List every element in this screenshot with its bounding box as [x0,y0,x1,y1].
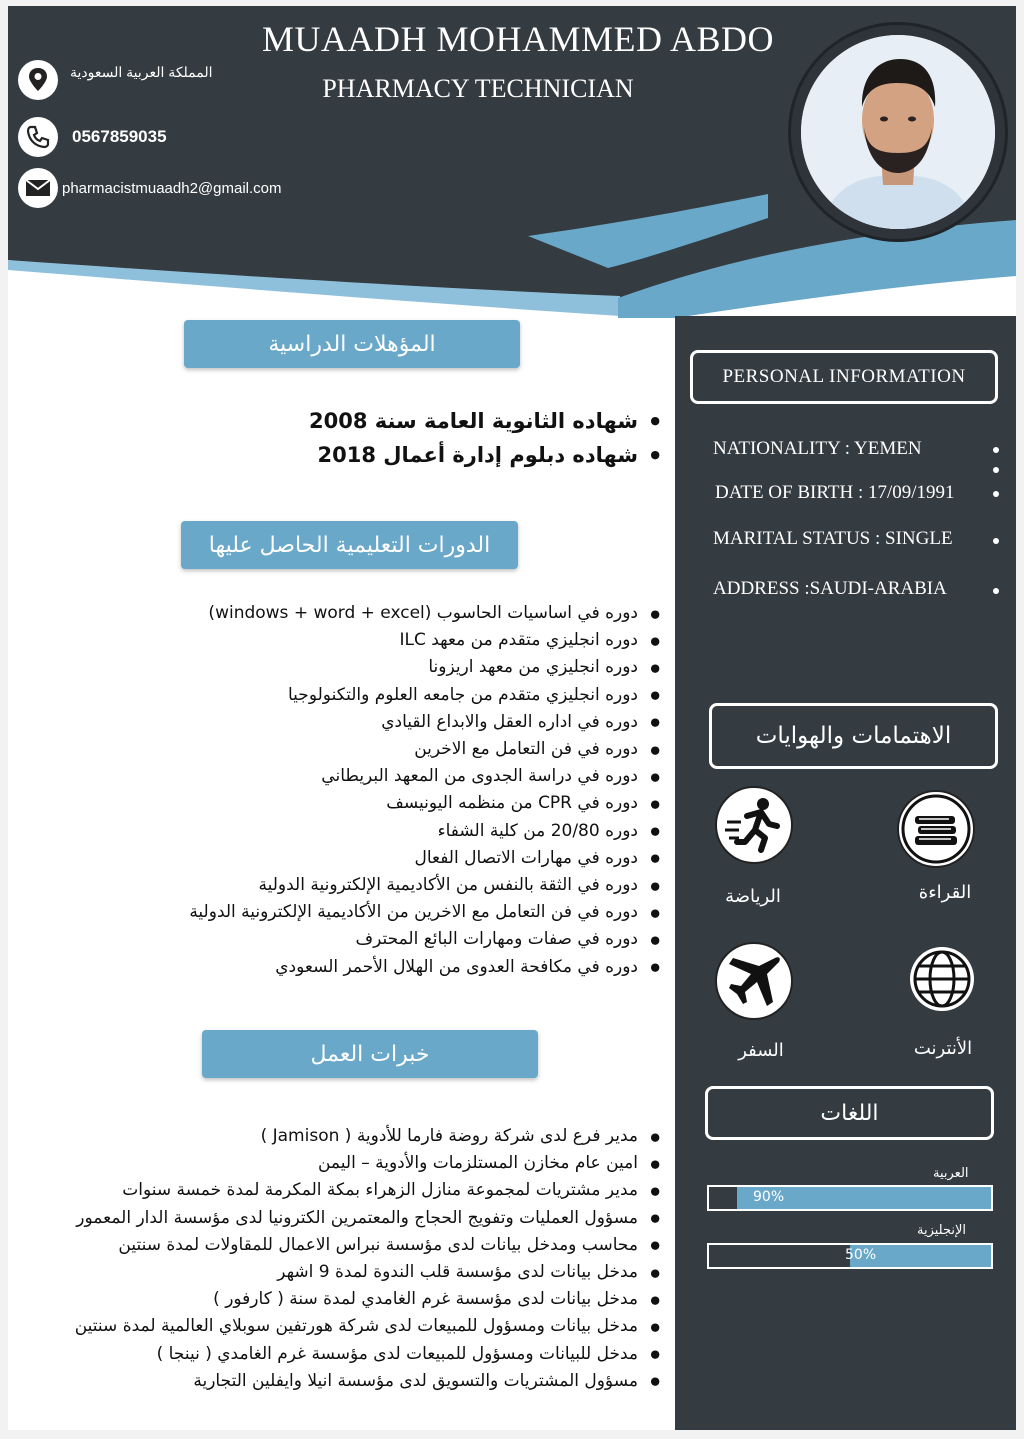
personal-info-heading-text: PERSONAL INFORMATION [722,366,966,387]
list-item: ● شهاده دبلوم إدارة أعمال 2018 [288,438,660,472]
contact-phone [18,117,167,157]
list-item: ● امين عام مخازن المستلزمات والأدوية – اليمن [12,1150,660,1177]
list-item: ● دوره في دراسة الجدوى من المعهد البريطاني [68,763,660,790]
envelope-icon [18,168,58,208]
bullet-dot [993,588,999,594]
list-item: ● دوره انجليزي متقدم من جامعه العلوم والتكنولوجيا [68,682,660,709]
hobby-label-reading: القراءة [918,882,972,903]
language-name-english: الإنجليزية [917,1223,967,1238]
list-item: ● مدخل بيانات ومسؤول للمبيعات لدى شركة هورتفين سوبلاي العالمية لمدة سنتين [12,1313,660,1340]
qualifications-heading: المؤهلات الدراسية [184,320,520,368]
phone-text[interactable]: 0567859035 [72,127,167,146]
bullet-dot [993,447,999,453]
job-title: PHARMACY TECHNICIAN [322,74,634,103]
person-name: MUAADH MOHAMMED ABDO [261,19,775,59]
language-name-arabic: العربية [933,1166,969,1181]
airplane-icon [715,942,793,1020]
running-person-icon [715,786,793,864]
list-item: ● دوره في فن التعامل مع الاخرين من الأكاديمية الإلكترونية الدولية [68,899,660,926]
list-item: ● شهاده الثانوية العامة سنة 2008 [288,404,660,438]
list-item: ● مدخل بيانات لدى مؤسسة غرم الغامدي لمدة سنة ( كارفور ) [12,1286,660,1313]
hobbies-heading-text: الاهتمامات والهوايات [755,723,952,749]
bullet-dot [993,467,999,473]
list-item: ● مدخل بيانات لدى مؤسسة قلب الندوة لمدة 9 اشهر [12,1259,660,1286]
list-item: ● دوره في صفات ومهارات البائع المحترف [68,926,660,953]
list-item: ● مسؤول العمليات وتفويج الحجاج والمعتمرين الكترونيا لدى مؤسسة الدار المعمور [12,1205,660,1232]
language-bar-english [707,1243,993,1269]
personal-info-heading [690,350,998,404]
list-item: ● محاسب ومدخل بيانات لدى مؤسسة نبراس الاعمال للمقاولات لمدة سنتين [12,1232,660,1259]
profile-photo [788,22,1008,242]
contact-location [18,60,213,100]
language-level-english: 50% [845,1247,877,1263]
courses-list [68,600,660,981]
list-item: ● مسؤول المشتريات والتسويق لدى مؤسسة انيلا وايفلين التجارية [12,1368,660,1395]
qualifications-list [288,404,660,472]
language-bar-arabic [707,1185,993,1211]
list-item: ● دوره في CPR من منظمه اليونيسف [68,790,660,817]
list-item: ● دوره في مهارات الاتصال الفعال [68,845,660,872]
email-text[interactable]: pharmacistmuaadh2@gmail.com [62,179,282,197]
list-item: ● مدير فرع لدى شركة روضة فارما للأدوية ( Jamison ) [12,1123,660,1150]
list-item: ● دوره في الثقة بالنفس من الأكاديمية الإلكترونية الدولية [68,872,660,899]
sidebar [675,316,1016,1430]
hobbies-heading [709,703,998,769]
books-icon [897,790,975,868]
hobby-label-sport: الرياضة [725,886,781,907]
experience-list [12,1123,660,1395]
list-item: ● دوره انجليزي من معهد اريزونا [68,654,660,681]
hobby-label-travel: السفر [738,1040,784,1061]
hobby-label-internet: الأنترنت [913,1038,973,1059]
list-item: ● دوره انجليزي متقدم من معهد ILC [68,627,660,654]
globe-icon [905,942,979,1016]
address-item: ADDRESS :SAUDI-ARABIA [713,578,947,599]
marital-status-item: MARITAL STATUS : SINGLE [713,528,953,549]
experience-heading: خبرات العمل [202,1030,538,1078]
bullet-dot [993,538,999,544]
courses-heading: الدورات التعليمية الحاصل عليها [181,521,518,569]
language-level-arabic: 90% [753,1189,785,1205]
list-item: ● دوره في مكافحة العدوى من الهلال الأحمر السعودي [68,954,660,981]
list-item: ● دوره في فن التعامل مع الاخرين [68,736,660,763]
list-item: ● دوره في اساسيات الحاسوب (windows + word + excel) [68,600,660,627]
languages-heading [705,1086,994,1140]
list-item: ● مدير مشتريات لمجموعة منازل الزهراء بمكة المكرمة لمدة خمسة سنوات [12,1177,660,1204]
dob-item: DATE OF BIRTH : 17/09/1991 [715,482,955,503]
phone-icon [18,117,58,157]
contact-email [18,168,282,208]
resume-page [8,6,1016,1430]
languages-heading-text: اللغات [820,1100,879,1126]
list-item: ● دوره في اداره العقل والابداع القيادي [68,709,660,736]
location-pin-icon [18,60,58,100]
bullet-dot [993,491,999,497]
nationality-item: NATIONALITY : YEMEN [713,438,922,459]
person-portrait [801,35,995,229]
location-text: المملكة العربية السعودية [70,63,213,80]
list-item: ● دوره 20/80 من كلية الشفاء [68,818,660,845]
list-item: ● مدخل للبيانات ومسؤول للمبيعات لدى مؤسسة غرم الغامدي ( نينجا ) [12,1341,660,1368]
